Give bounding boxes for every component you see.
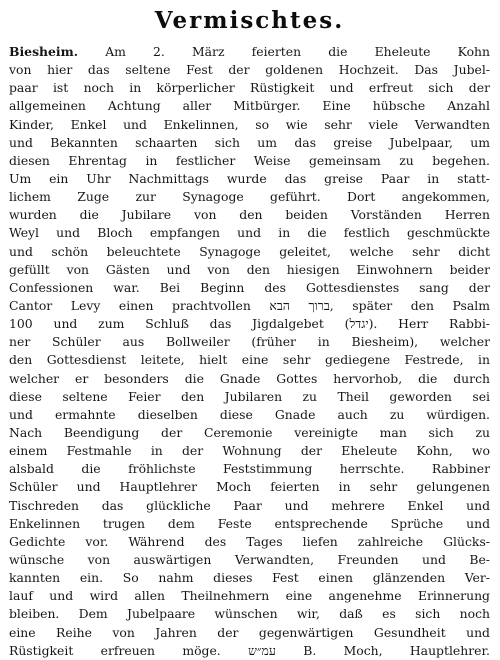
article-line-text: Am 2. März feierten die Eheleute Kohn (78, 44, 490, 59)
article-line: Gedichte vor. Während des Tages liefen zahlreiche Glücks- (9, 533, 490, 549)
article-line: und ermahnte dieselben diese Gnade auch zu würdigen. (9, 406, 490, 422)
article-line: allgemeinen Achtung aller Mitbürger. Eine hübsche Anzahl (9, 98, 490, 114)
article-line: gefüllt von Gästen und von den hiesigen Einwohnern beider (9, 261, 490, 277)
article-line: Um ein Uhr Nachmittags wurde das greise Paar in statt- (9, 170, 490, 186)
article-line: paar ist noch in körperlicher Rüstigkeit und erfreut sich der (9, 80, 490, 96)
dateline-place: Biesheim. (9, 44, 79, 59)
article-line: eine Reihe von Jahren der gegenwärtigen Gesundheit und (9, 624, 490, 640)
article-line: welcher er besonders die Gnade Gottes hervorhob, die durch (9, 370, 490, 386)
article-line: von hier das seltene Fest der goldenen Hochzeit. Das Jubel- (9, 62, 490, 78)
article-line: Tischreden das glückliche Paar und mehrere Enkel und (9, 497, 490, 513)
article-line: lichem Zuge zur Synagoge geführt. Dort angekommen, (9, 189, 490, 205)
article-line: diese seltene Feier den Jubilaren zu Theil geworden sei (9, 388, 490, 404)
article-line: den Gottesdienst leitete, hielt eine sehr gediegene Festrede, in (9, 352, 490, 368)
article-line: Enkelinnen trugen dem Feste entsprechende Sprüche und (9, 515, 490, 531)
article-line: einem Festmahle in der Wohnung der Eheleute Kohn, wo (9, 443, 490, 459)
section-heading: Vermischtes. (154, 7, 345, 34)
article-line: wurden die Jubilare von den beiden Vorständen Herren (9, 207, 490, 223)
article-line: Cantor Levy einen prachtvollen ברוך הבא, später den Psalm (9, 297, 490, 313)
article-line: wünsche von auswärtigen Verwandten, Freunden und Be- (9, 551, 490, 567)
article-line: Confessionen war. Bei Beginn des Gottesdienstes sang der (9, 279, 490, 295)
article-line: bleiben. Dem Jubelpaare wünschen wir, daß es sich noch (9, 606, 490, 622)
article-line: lauf und wird allen Theilnehmern eine angenehme Erinnerung (9, 588, 490, 604)
article-line: kannten ein. So nahm dieses Fest einen glänzenden Ver- (9, 570, 490, 586)
article-line: Rüstigkeit erfreuen möge. עמ״ש B. Moch, Hauptlehrer. (9, 642, 490, 658)
article-line: ner Schüler aus Bollweiler (früher in Biesheim), welcher (9, 334, 490, 350)
article-line: Nach Beendigung der Ceremonie vereinigte man sich zu (9, 424, 490, 440)
article-line (9, 43, 490, 61)
article-line: und Bekannten schaarten sich um das greise Jubelpaar, um (9, 134, 490, 150)
article-body (9, 43, 490, 660)
article-line: diesen Ehrentag in festlicher Weise gemeinsam zu begehen. (9, 152, 490, 168)
article-line: Weyl und Bloch empfangen und in die festlich geschmückte (9, 225, 490, 241)
article-line: 100 und zum Schluß das Jigdalgebet (יגדל). Herr Rabbi- (9, 316, 490, 332)
article-line: Kinder, Enkel und Enkelinnen, so wie sehr viele Verwandten (9, 116, 490, 132)
article-line: alsbald die fröhlichste Feststimmung herrschte. Rabbiner (9, 461, 490, 477)
article-line: Schüler und Hauptlehrer Moch feierten in sehr gelungenen (9, 479, 490, 495)
article-line: und schön beleuchtete Synagoge geleitet, welche sehr dicht (9, 243, 490, 259)
